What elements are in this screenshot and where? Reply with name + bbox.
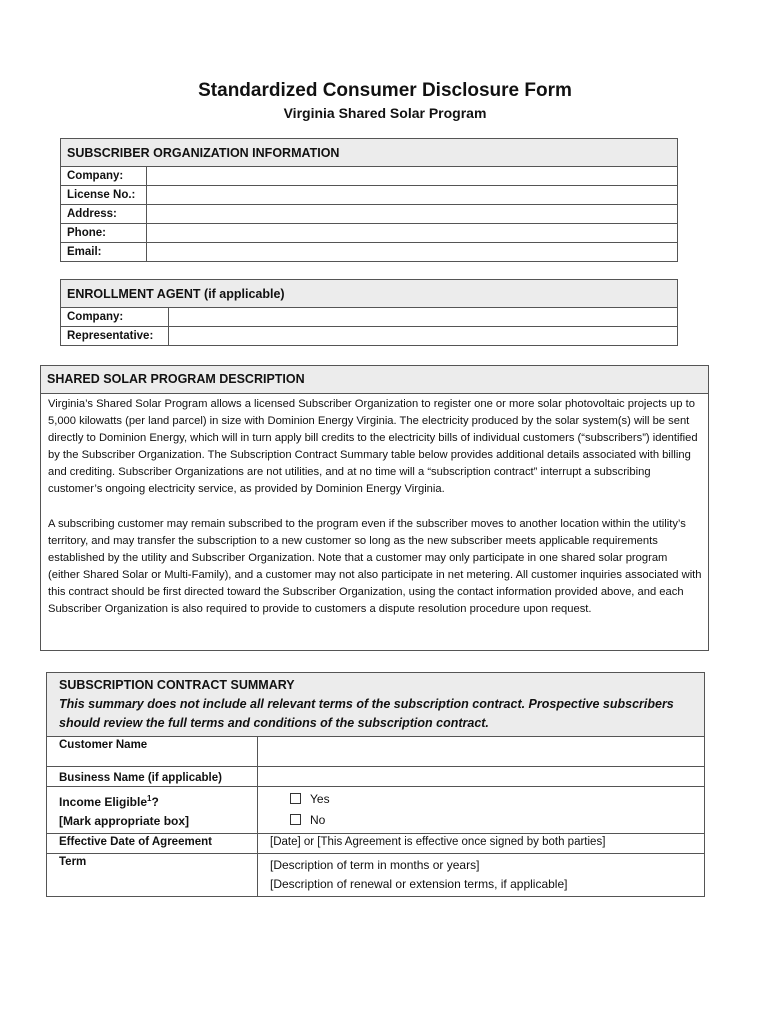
contract-summary-header bbox=[47, 673, 705, 737]
enrollment-agent-heading: ENROLLMENT AGENT (if applicable) bbox=[61, 280, 678, 308]
representative-field[interactable] bbox=[169, 327, 678, 346]
term-value bbox=[258, 854, 705, 897]
business-name-field[interactable] bbox=[258, 767, 705, 787]
footnote-marker: 1 bbox=[147, 794, 152, 803]
term-label: Term bbox=[47, 854, 258, 897]
description-paragraph-2: A subscribing customer may remain subscribed to the program even if the subscriber moves to another location within the utility’s territory, and may transfer the subscription to a new customer so long as the new subscriber meets applicable requirements established by the utility and Subscriber Organization. Note that a customer may only participate in one shared solar program (either Shared Solar or Multi-Family), and a customer may not also participate in net metering. All customer inquiries associated with this contract should be first directed toward the Subscriber Organization, using the contact information provided above, and each Subscriber Organization is also required to provide to customers a dispute resolution procedure upon request. bbox=[48, 517, 702, 616]
income-eligible-options bbox=[258, 787, 705, 834]
agent-company-label: Company: bbox=[61, 308, 169, 327]
representative-label: Representative: bbox=[61, 327, 169, 346]
contract-summary-table bbox=[46, 672, 705, 897]
address-label: Address: bbox=[61, 205, 147, 224]
form-subtitle: Virginia Shared Solar Program bbox=[283, 105, 487, 121]
program-description-box bbox=[40, 365, 709, 651]
option-no-label: No bbox=[310, 813, 326, 827]
income-eligible-text: Income Eligible bbox=[59, 795, 148, 809]
effective-date-label: Effective Date of Agreement bbox=[47, 834, 258, 854]
subscriber-org-heading: SUBSCRIBER ORGANIZATION INFORMATION bbox=[61, 139, 678, 167]
agent-company-field[interactable] bbox=[169, 308, 678, 327]
email-field[interactable] bbox=[147, 243, 678, 262]
form-title: Standardized Consumer Disclosure Form bbox=[198, 80, 572, 101]
term-description: [Description of term in months or years] bbox=[270, 858, 480, 872]
license-field[interactable] bbox=[147, 186, 678, 205]
program-description-heading: SHARED SOLAR PROGRAM DESCRIPTION bbox=[41, 366, 708, 394]
checkbox-icon[interactable] bbox=[290, 814, 301, 825]
effective-date-value: [Date] or [This Agreement is effective once signed by both parties] bbox=[258, 834, 705, 854]
customer-name-label: Customer Name bbox=[47, 737, 258, 767]
phone-label: Phone: bbox=[61, 224, 147, 243]
program-description-body bbox=[41, 394, 708, 618]
address-field[interactable] bbox=[147, 205, 678, 224]
company-field[interactable] bbox=[147, 167, 678, 186]
enrollment-agent-table bbox=[60, 279, 678, 346]
email-label: Email: bbox=[61, 243, 147, 262]
option-yes[interactable] bbox=[290, 789, 692, 810]
description-paragraph-1: Virginia’s Shared Solar Program allows a licensed Subscriber Organization to register one or more solar photovoltaic projects up to 5,000 kilowatts (per land parcel) in size with Dominion Energy Virginia. The electricity produced by the solar system(s) will be sent directly to Dominion Energy, which will in turn apply bill credits to the electricity bills of individual customers (“subscribers”) identified by the Subscriber Organization. The Subscription Contract Summary table below provides additional details associated with billing and crediting. Subscriber Organizations are not utilities, and at no time will a “subscription contract” interrupt a subscribing customer’s ongoing electricity service, as provided by Dominion Energy Virginia. bbox=[48, 398, 698, 496]
mark-box-instruction: [Mark appropriate box] bbox=[59, 814, 190, 828]
subscriber-org-table bbox=[60, 138, 678, 262]
business-name-label: Business Name (if applicable) bbox=[47, 767, 258, 787]
renewal-description: [Description of renewal or extension terms, if applicable] bbox=[270, 877, 568, 891]
income-eligible-label bbox=[47, 787, 258, 834]
license-label: License No.: bbox=[61, 186, 147, 205]
contract-summary-note: This summary does not include all relevant terms of the subscription contract. Prospective subscribers should review the full terms and conditions of the subscription contract. bbox=[59, 697, 674, 730]
phone-field[interactable] bbox=[147, 224, 678, 243]
contract-summary-heading: SUBSCRIPTION CONTRACT SUMMARY bbox=[59, 678, 295, 692]
checkbox-icon[interactable] bbox=[290, 793, 301, 804]
customer-name-field[interactable] bbox=[258, 737, 705, 767]
income-eligible-question: ? bbox=[151, 795, 159, 809]
company-label: Company: bbox=[61, 167, 147, 186]
option-no[interactable] bbox=[290, 810, 692, 831]
option-yes-label: Yes bbox=[310, 792, 330, 806]
